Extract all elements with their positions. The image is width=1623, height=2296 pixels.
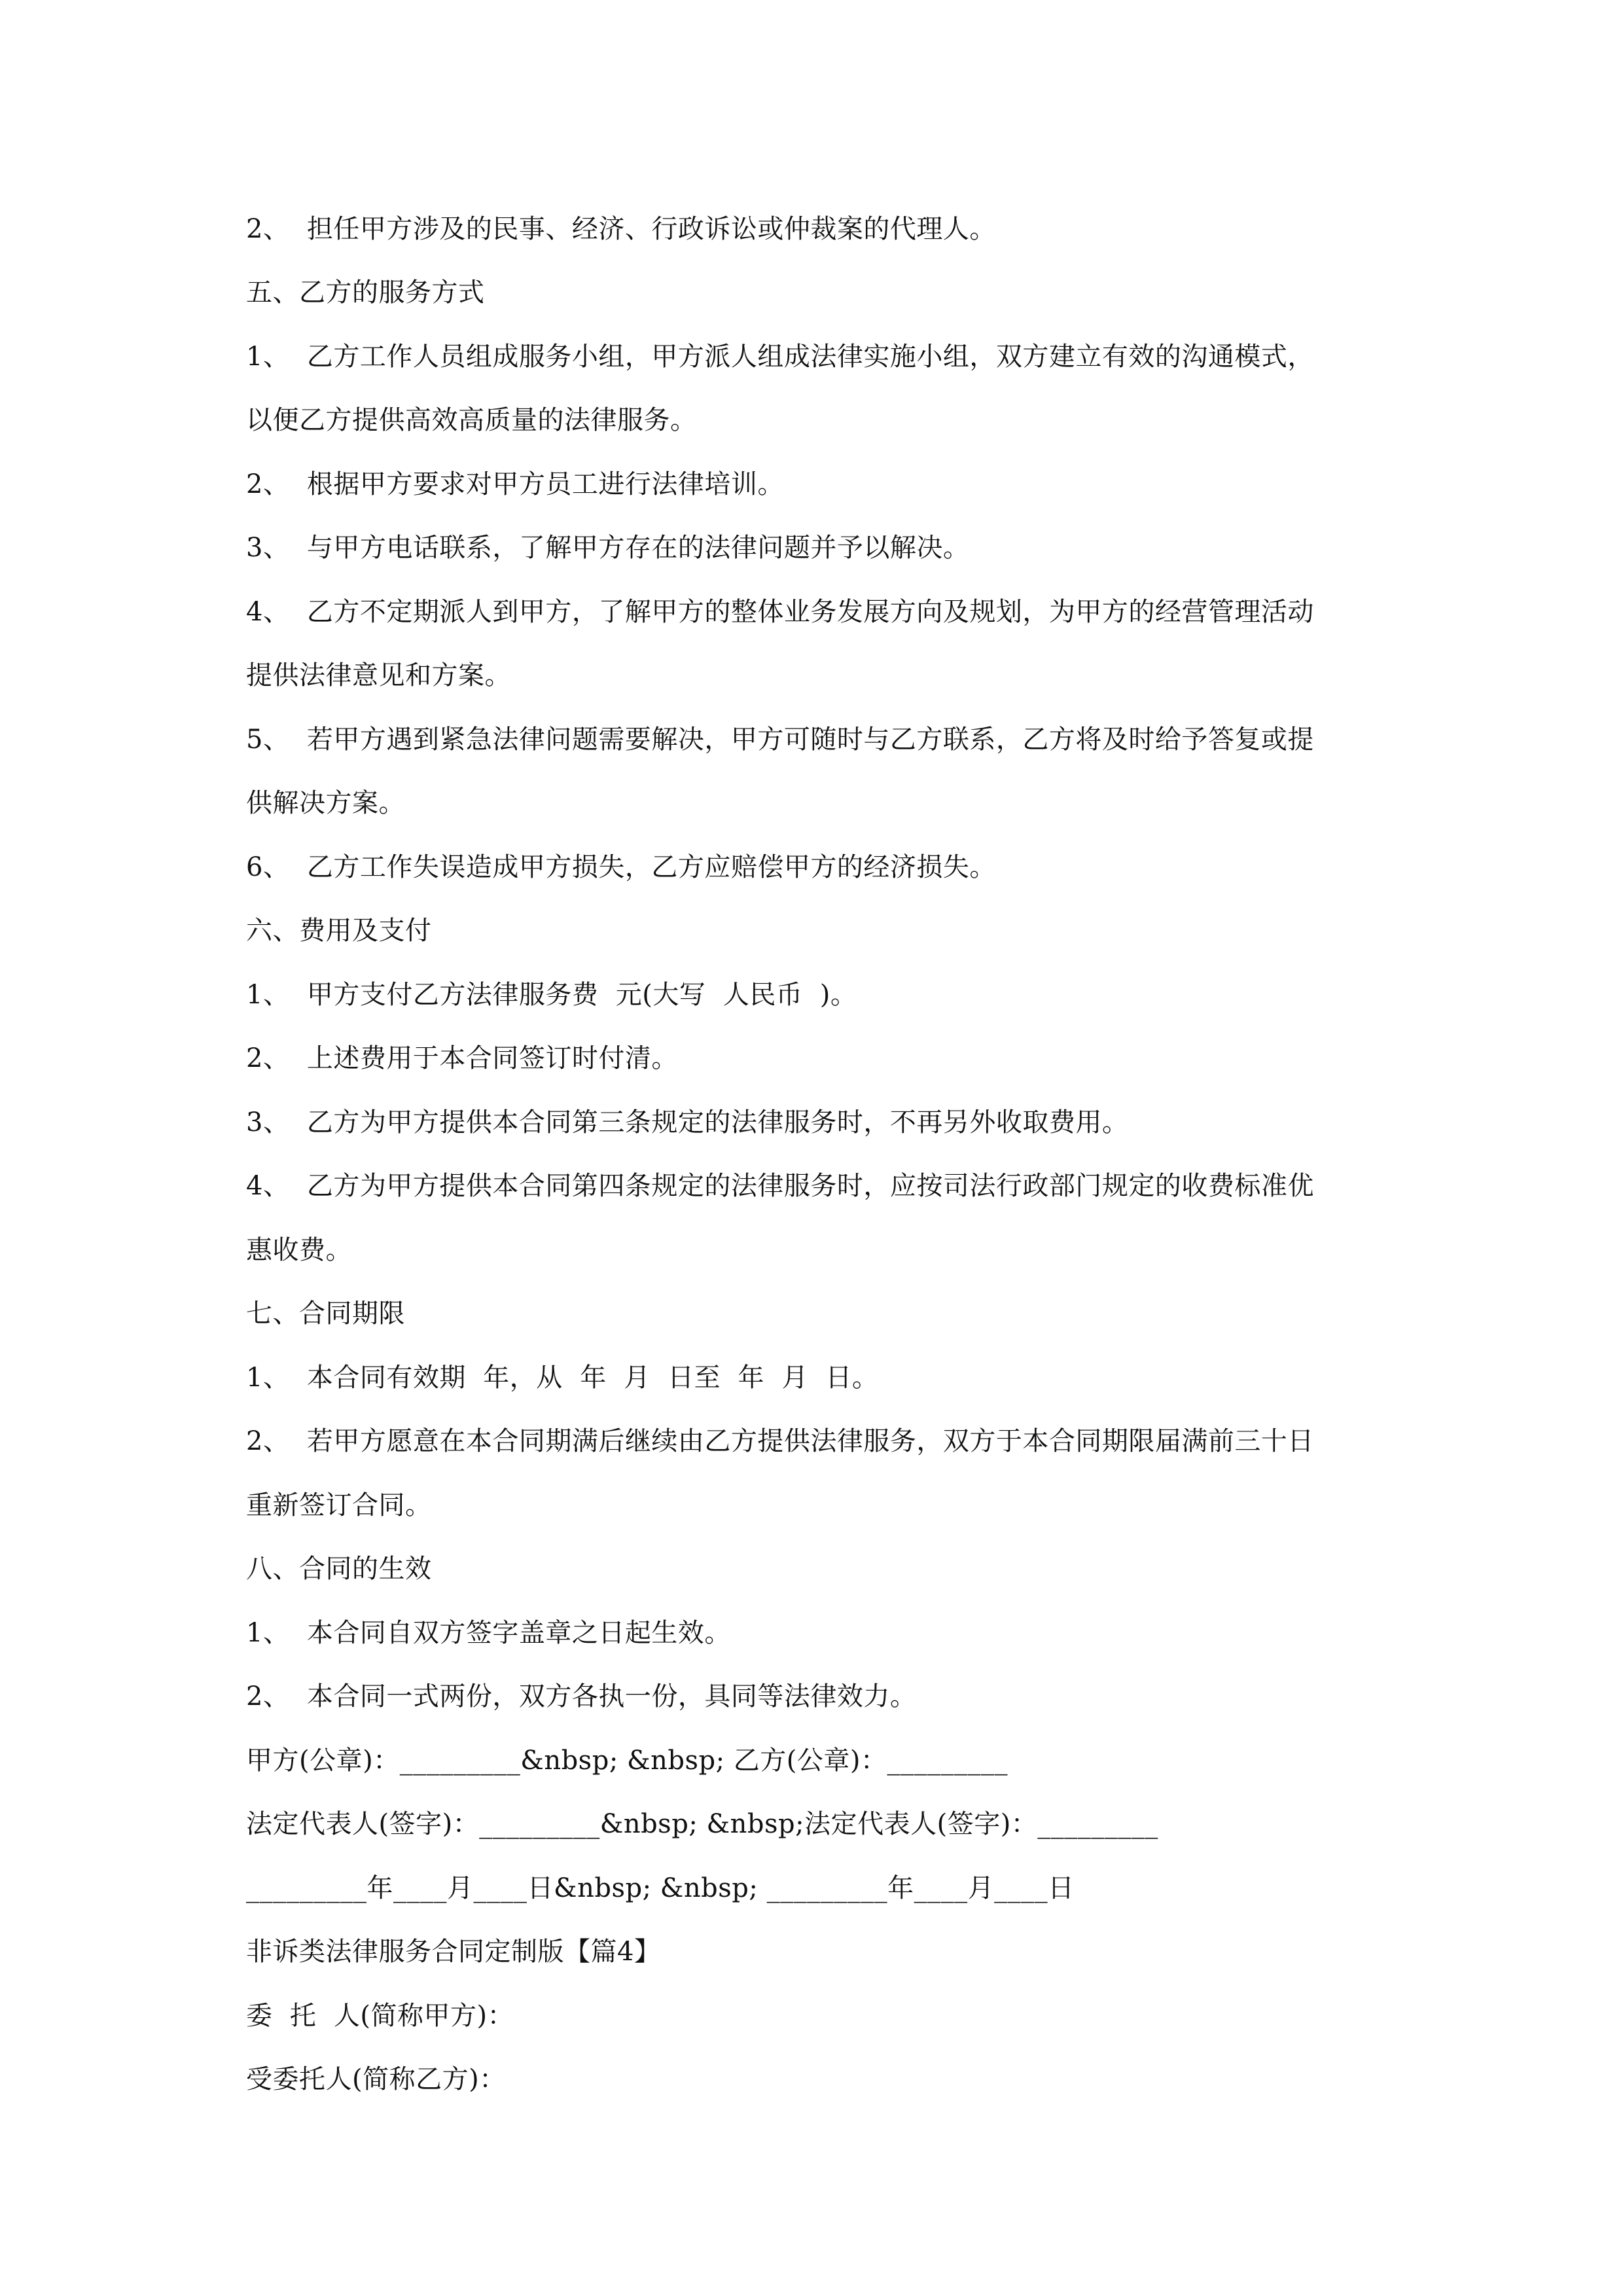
clause-5-3: 3、 与甲方电话联系，了解甲方存在的法律问题并予以解决。 <box>246 533 970 563</box>
clause-5-2: 2、 担任甲方涉及的民事、经济、行政诉讼或仲裁案的代理人。 <box>246 214 996 244</box>
clause-6-4: 4、 乙方为甲方提供本合同第四条规定的法律服务时，应按司法行政部门规定的收费标准优 <box>246 1171 1314 1201</box>
clause-6-4-continued: 惠收费。 <box>246 1235 352 1265</box>
clause-6-1: 1、 甲方支付乙方法律服务费 元(大写 人民币 )。 <box>246 980 857 1010</box>
section-heading-6: 六、费用及支付 <box>246 916 432 946</box>
clause-5-6: 6、 乙方工作失误造成甲方损失，乙方应赔偿甲方的经济损失。 <box>246 852 996 882</box>
clause-5-4-continued: 提供法律意见和方案。 <box>246 660 511 691</box>
clause-8-2: 2、 本合同一式两份，双方各执一份，具同等法律效力。 <box>246 1681 917 1712</box>
signature-date-line: _________年____月____日&nbsp; &nbsp; _________年____月____日 <box>246 1873 1075 1903</box>
signature-seal-line: 甲方(公章)：_________&nbsp; &nbsp; 乙方(公章)：_________ <box>246 1746 1008 1776</box>
section-heading-8: 八、合同的生效 <box>246 1554 432 1584</box>
section-heading-7: 七、合同期限 <box>246 1299 405 1329</box>
section-heading-5: 五、乙方的服务方式 <box>246 278 485 308</box>
party-b-line: 受委托人(简称乙方)： <box>246 2064 506 2094</box>
clause-7-1: 1、 本合同有效期 年，从 年 月 日至 年 月 日。 <box>246 1363 879 1393</box>
clause-7-2-continued: 重新签订合同。 <box>246 1490 432 1520</box>
clause-5-2-training: 2、 根据甲方要求对甲方员工进行法律培训。 <box>246 469 784 499</box>
clause-6-3: 3、 乙方为甲方提供本合同第三条规定的法律服务时，不再另外收取费用。 <box>246 1107 1129 1138</box>
clause-5-5-continued: 供解决方案。 <box>246 788 405 818</box>
clause-5-1: 1、 乙方工作人员组成服务小组，甲方派人组成法律实施小组，双方建立有效的沟通模式， <box>246 342 1314 372</box>
signature-representative-line: 法定代表人(签字)：_________&nbsp; &nbsp;法定代表人(签字)：_________ <box>246 1809 1158 1839</box>
party-a-line: 委 托 人(简称甲方)： <box>246 2001 514 2031</box>
clause-5-5: 5、 若甲方遇到紧急法律问题需要解决，甲方可随时与乙方联系，乙方将及时给予答复或提 <box>246 725 1314 755</box>
article-title: 非诉类法律服务合同定制版【篇4】 <box>246 1937 661 1967</box>
clause-8-1: 1、 本合同自双方签字盖章之日起生效。 <box>246 1618 731 1648</box>
clause-5-4: 4、 乙方不定期派人到甲方，了解甲方的整体业务发展方向及规划，为甲方的经营管理活动 <box>246 597 1314 627</box>
clause-7-2: 2、 若甲方愿意在本合同期满后继续由乙方提供法律服务，双方于本合同期限届满前三十日 <box>246 1426 1314 1456</box>
clause-6-2: 2、 上述费用于本合同签订时付清。 <box>246 1043 678 1073</box>
clause-5-1-continued: 以便乙方提供高效高质量的法律服务。 <box>246 405 697 435</box>
